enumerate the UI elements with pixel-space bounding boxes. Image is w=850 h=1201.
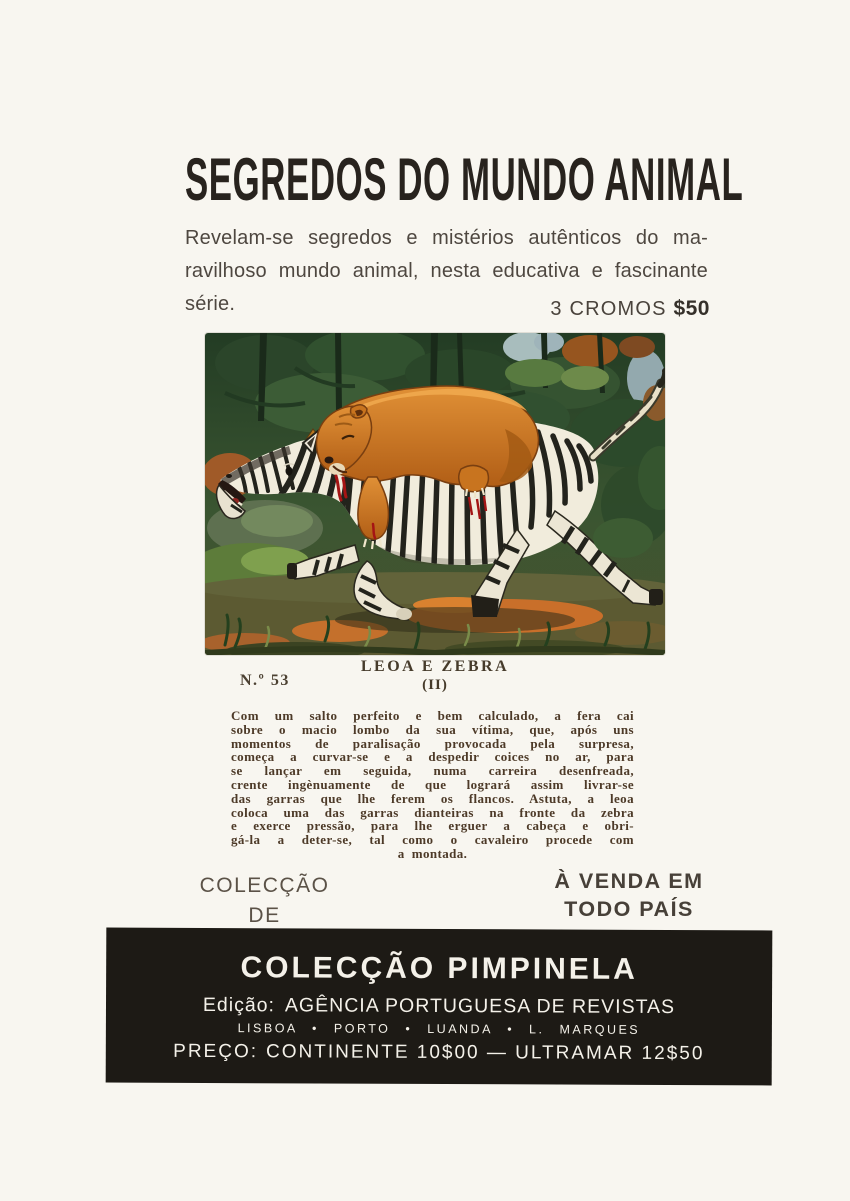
intro-line: série. bbox=[185, 293, 236, 315]
card-caption-title: LEOA E ZEBRA bbox=[360, 658, 510, 675]
availability-line: TODO PAÍS bbox=[564, 897, 694, 921]
description-line: e exerce pressão, para lhe erguer a cabeça e obri- bbox=[231, 818, 634, 834]
card-caption bbox=[205, 658, 665, 694]
cromos-price-value: $50 bbox=[673, 297, 710, 320]
description-line: Com um salto perfeito e bem calculado, a fera cai bbox=[231, 708, 634, 723]
banner-edition-value: AGÊNCIA PORTUGUESA DE REVISTAS bbox=[284, 994, 676, 1019]
banner-price-value: CONTINENTE 10$00 — ULTRAMAR 12$50 bbox=[265, 1041, 705, 1065]
card-number: N.º 53 bbox=[240, 672, 290, 689]
card-illustration bbox=[205, 333, 665, 655]
description-line: coloca uma das garras dianteiras na fronte da zebra bbox=[231, 804, 634, 820]
cromos-price-note bbox=[440, 297, 710, 321]
lioness-zebra-painting bbox=[205, 333, 665, 655]
description-line: a montada. bbox=[397, 845, 468, 861]
description-line: começa a curvar-se e a despedir coices no ar, para bbox=[231, 749, 634, 765]
card-description bbox=[231, 709, 634, 861]
description-line: das garras que lhe ferem os flancos. Astuta, a leoa bbox=[231, 790, 634, 806]
collection-note-line: COLECÇÃO DE bbox=[199, 874, 330, 927]
banner-edition-line bbox=[106, 994, 772, 1020]
banner-edition-label: Edição: bbox=[202, 993, 276, 1017]
description-line: gá-la a deter-se, tal como o cavaleiro procede com bbox=[231, 832, 634, 848]
publisher-banner bbox=[106, 928, 773, 1086]
cromos-count-label: 3 CROMOS bbox=[550, 298, 667, 320]
banner-collection-title: COLECÇÃO PIMPINELA bbox=[240, 951, 638, 986]
ground bbox=[205, 572, 665, 655]
description-line: crente ingènuamente de que logrará assim livrar-se bbox=[231, 776, 634, 792]
description-line: se lançar em seguida, numa carreira desenfreada, bbox=[231, 763, 634, 779]
description-line: sobre o macio lombo da sua vítima, que, após uns bbox=[231, 721, 634, 737]
banner-cities-line: LISBOA • PORTO • LUANDA • L. MARQUES bbox=[237, 1021, 641, 1037]
description-line: momentos de paralisação provocada pela surpresa, bbox=[231, 735, 634, 751]
intro-line: ravilhoso mundo animal, nesta educativa e fascinante bbox=[185, 260, 708, 282]
page-title: SEGREDOS DO MUNDO ANIMAL bbox=[185, 145, 744, 214]
availability-line: À VENDA EM bbox=[554, 869, 704, 893]
banner-price-line bbox=[106, 1041, 772, 1066]
banner-price-label: PREÇO: bbox=[173, 1040, 259, 1063]
intro-line: Revelam-se segredos e mistérios autênticos do ma- bbox=[185, 227, 708, 249]
availability-note bbox=[538, 867, 720, 923]
card-caption-subtitle: (II) bbox=[422, 677, 448, 693]
